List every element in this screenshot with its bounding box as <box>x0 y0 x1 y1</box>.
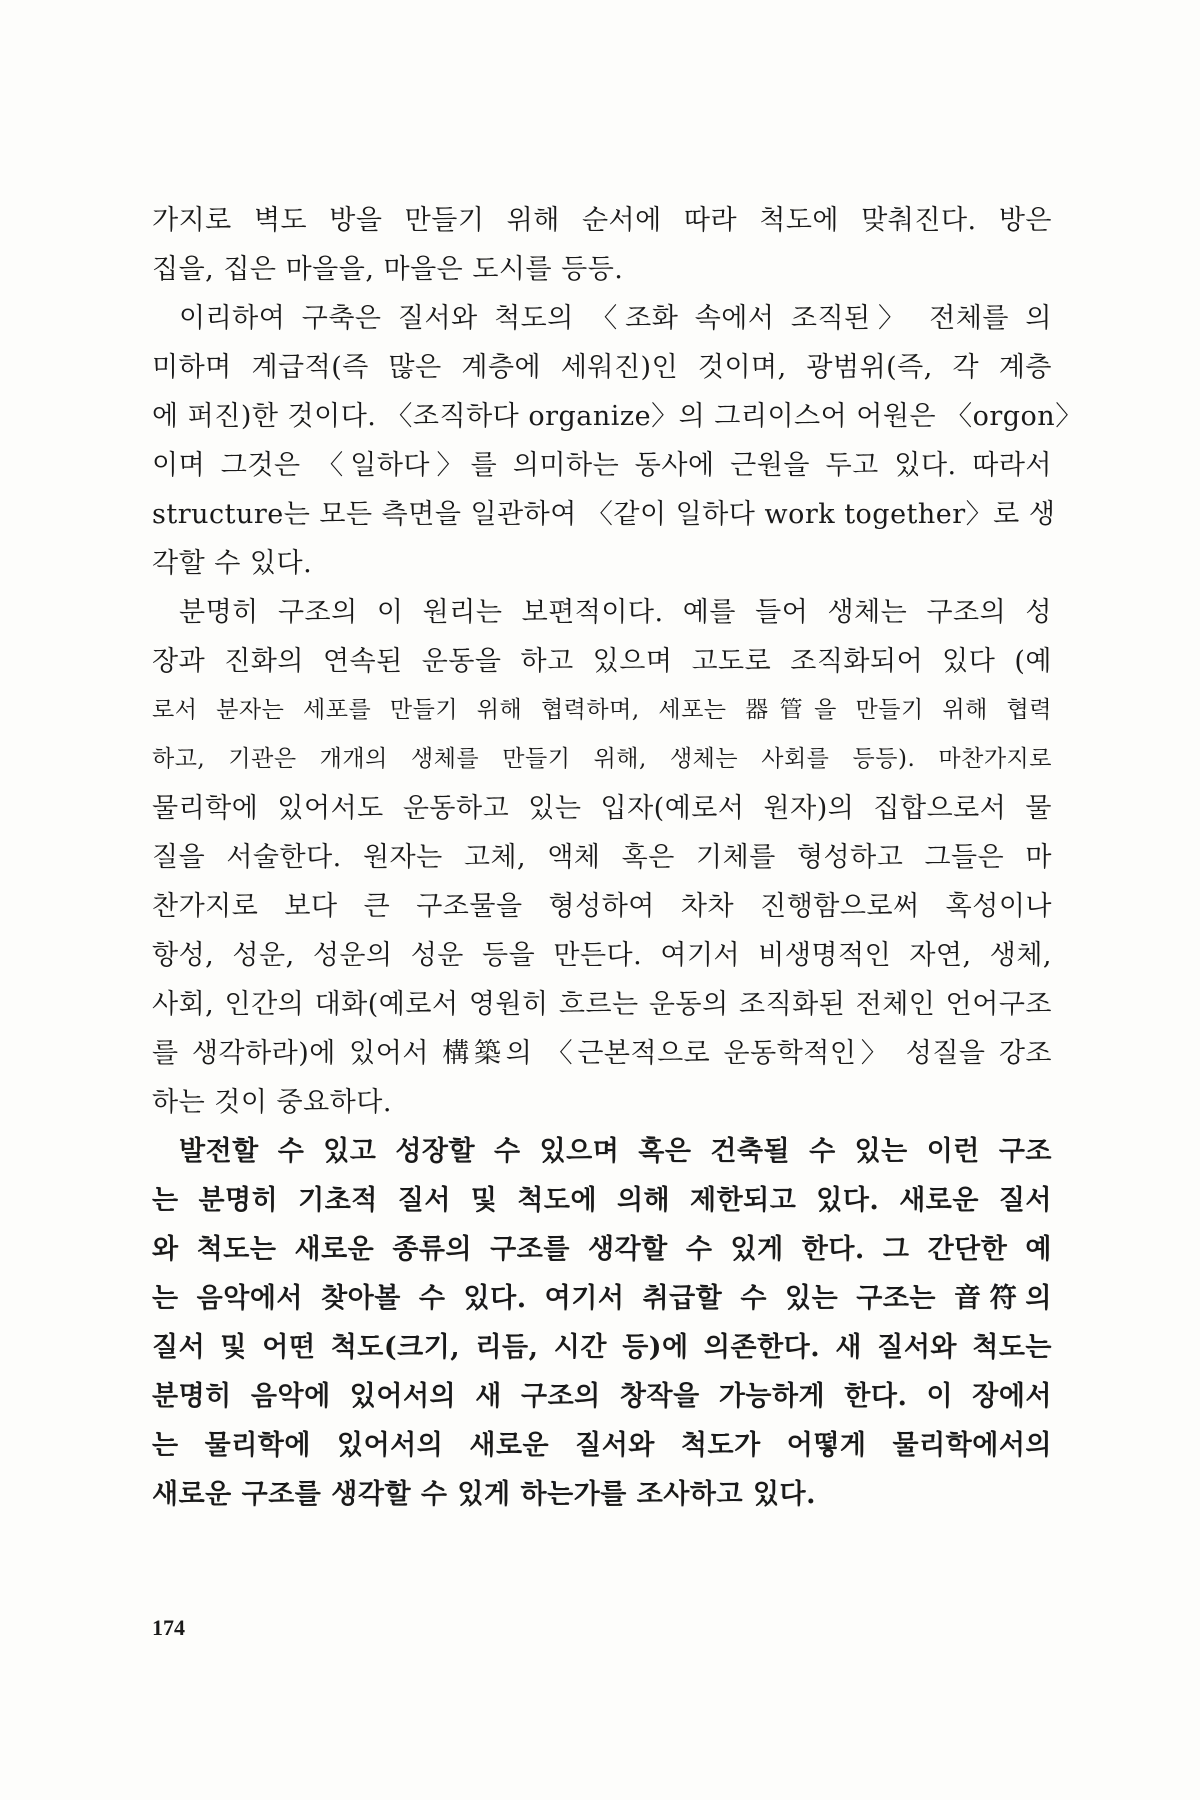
text-line: 분명히 음악에 있어서의 새 구조의 창작을 가능하게 한다. 이 장에서 <box>152 1381 1052 1412</box>
text-line: 를 생각하라)에 있어서 構築의 〈근본적으로 운동학적인〉 성질을 강조 <box>152 1038 1052 1069</box>
page-number: 174 <box>152 1615 185 1640</box>
text-line: 사회, 인간의 대화(예로서 영원히 흐르는 운동의 조직화된 전체인 언어구조 <box>152 989 1052 1020</box>
text-line: 질을 서술한다. 원자는 고체, 액체 혹은 기체를 형성하고 그들은 마 <box>152 842 1052 873</box>
text-line: 장과 진화의 연속된 운동을 하고 있으며 고도로 조직화되어 있다 (예 <box>152 646 1052 677</box>
text-line: 찬가지로 보다 큰 구조물을 형성하여 차차 진행함으로써 혹성이나 <box>152 891 1052 922</box>
text-line: structure는 모든 측면을 일관하여 〈같이 일하다 work together〉로 생 <box>152 499 1056 530</box>
text-line: 가지로 벽도 방을 만들기 위해 순서에 따라 척도에 맞춰진다. 방은 <box>152 205 1052 236</box>
body-text <box>152 196 1083 1519</box>
text-line: 발전할 수 있고 성장할 수 있으며 혹은 건축될 수 있는 이런 구조 <box>179 1136 1052 1167</box>
text-line: 에 퍼진)한 것이다. 〈조직하다 organize〉의 그리이스어 어원은 〈orgon〉 <box>152 401 1083 432</box>
text-line: 이리하여 구축은 질서와 척도의 〈조화 속에서 조직된〉 전체를 의 <box>179 303 1052 334</box>
text-line: 분명히 구조의 이 원리는 보편적이다. 예를 들어 생체는 구조의 성 <box>179 597 1052 628</box>
text-line: 항성, 성운, 성운의 성운 등을 만든다. 여기서 비생명적인 자연, 생체, <box>152 940 1052 971</box>
text-line: 로서 분자는 세포를 만들기 위해 협력하며, 세포는 器管을 만들기 위해 협력 <box>152 697 1052 723</box>
text-line: 물리학에 있어서도 운동하고 있는 입자(예로서 원자)의 집합으로서 물 <box>152 793 1052 824</box>
text-line: 는 음악에서 찾아볼 수 있다. 여기서 취급할 수 있는 구조는 音符의 <box>152 1283 1052 1314</box>
text-line: 집을, 집은 마을을, 마을은 도시를 등등. <box>152 254 624 285</box>
text-line: 하고, 기관은 개개의 생체를 만들기 위해, 생체는 사회를 등등). 마찬가지로 <box>152 746 1052 772</box>
text-line: 는 물리학에 있어서의 새로운 질서와 척도가 어떻게 물리학에서의 <box>152 1430 1052 1461</box>
text-line: 와 척도는 새로운 종류의 구조를 생각할 수 있게 한다. 그 간단한 예 <box>152 1234 1052 1265</box>
text-line: 는 분명히 기초적 질서 및 척도에 의해 제한되고 있다. 새로운 질서 <box>152 1185 1052 1216</box>
text-line: 각할 수 있다. <box>152 548 313 579</box>
text-line: 새로운 구조를 생각할 수 있게 하는가를 조사하고 있다. <box>152 1479 817 1510</box>
text-line: 하는 것이 중요하다. <box>152 1087 392 1118</box>
text-line: 이며 그것은 〈일하다〉를 의미하는 동사에 근원을 두고 있다. 따라서 <box>152 450 1052 481</box>
text-line: 미하며 계급적(즉 많은 계층에 세워진)인 것이며, 광범위(즉, 각 계층 <box>152 352 1052 383</box>
text-line: 질서 및 어떤 척도(크기, 리듬, 시간 등)에 의존한다. 새 질서와 척도는 <box>152 1332 1052 1363</box>
